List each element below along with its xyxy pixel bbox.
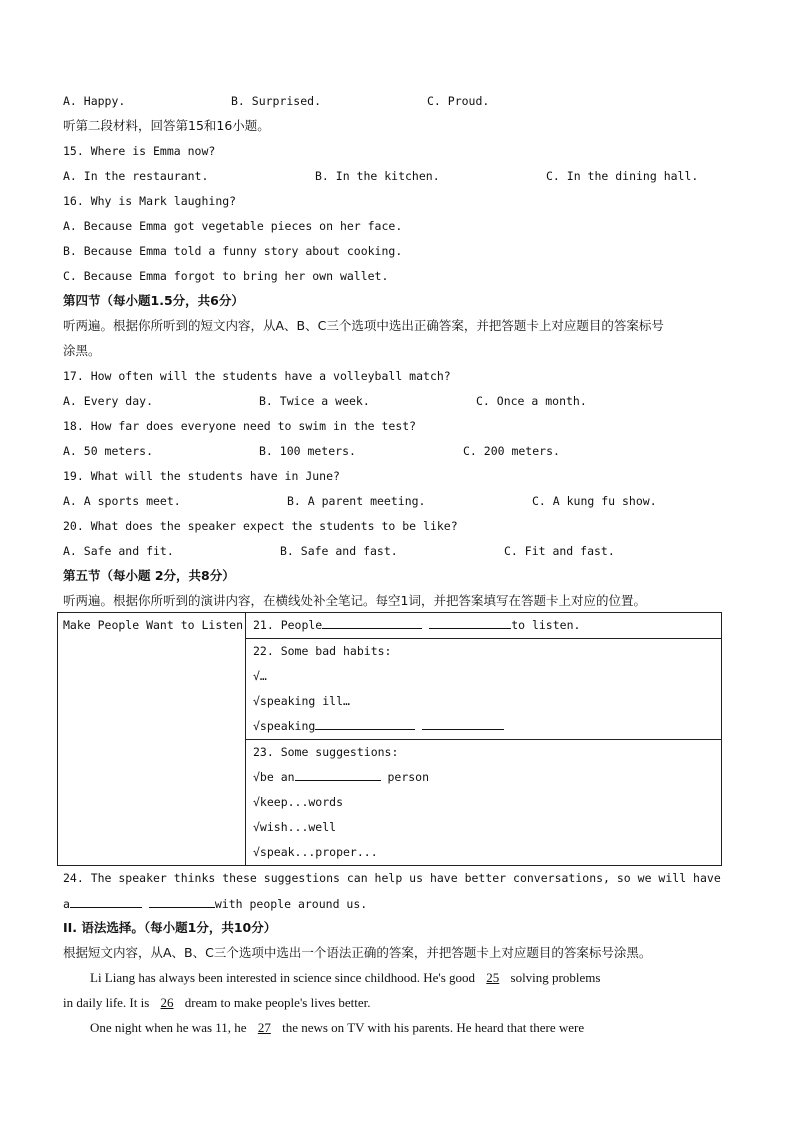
passage-text: the news on TV with his parents. He heard that there were (282, 1020, 585, 1035)
notes-title: Make People Want to Listen (63, 618, 244, 632)
passage-text: solving problems (510, 970, 601, 985)
q22-label: 22. Some bad habits: (253, 644, 392, 658)
q20-option-b: B. Safe and fast. (280, 544, 398, 558)
q22-item-1: √… (253, 669, 267, 683)
q14-option-a: A. Happy. (63, 94, 126, 108)
q20-question: 20. What does the speaker expect the students to be like? (63, 519, 458, 533)
q23-item-3: √wish...well (253, 820, 337, 834)
blank-25[interactable]: 25 (486, 970, 500, 985)
grammar-heading: II. 语法选择。（每小题1分，共10分） (63, 920, 277, 935)
q16-question: 16. Why is Mark laughing? (63, 194, 237, 208)
passage-line-1 (90, 970, 600, 986)
passage-text: dream to make people's lives better. (184, 995, 371, 1010)
notes-title-cell (58, 613, 246, 866)
q19-option-c: C. A kung fu show. (532, 494, 657, 508)
q22-item-2: √speaking ill… (253, 694, 350, 708)
section5-heading: 第五节（每小题 2分，共8分） (63, 568, 235, 583)
q19-question: 19. What will the students have in June? (63, 469, 340, 483)
q21-prefix: 21. People (253, 618, 323, 632)
q24-blank-1[interactable] (70, 895, 142, 908)
q23-item-1-prefix: √be an (253, 770, 295, 784)
q16-option-b: B. Because Emma told a funny story about cooking. (63, 244, 403, 258)
q15-option-c: C. In the dining hall. (546, 169, 699, 183)
passage-text: Li Liang has always been interested in science since childhood. He's good (90, 970, 476, 985)
q21-cell (246, 613, 722, 639)
q18-option-b: B. 100 meters. (259, 444, 356, 458)
grammar-instruction: 根据短文内容，从A、B、C三个选项中选出一个语法正确的答案，并把答题卡上对应题目的答案标号涂黑。 (63, 945, 652, 960)
q22-item-3: √speaking (253, 719, 316, 733)
q22-blank-2[interactable] (422, 717, 504, 730)
q23-label: 23. Some suggestions: (253, 745, 399, 759)
section4-instruction-line2: 涂黑。 (63, 343, 101, 358)
q20-option-a: A. Safe and fit. (63, 544, 174, 558)
q17-option-a: A. Every day. (63, 394, 154, 408)
passage-text: in daily life. It is (63, 995, 150, 1010)
section5-instruction: 听两遍。根据你所听到的演讲内容，在横线处补全笔记。每空1词，并把答案填写在答题卡上对应的位置。 (63, 593, 646, 608)
q24-suffix: with people around us. (214, 897, 368, 911)
q15-option-a: A. In the restaurant. (63, 169, 209, 183)
q16-option-c: C. Because Emma forgot to bring her own wallet. (63, 269, 389, 283)
notes-table (57, 612, 722, 866)
q14-option-c: C. Proud. (427, 94, 490, 108)
q17-option-b: B. Twice a week. (259, 394, 370, 408)
section4-instruction-line1: 听两遍。根据你所听到的短文内容，从A、B、C三个选项中选出正确答案，并把答题卡上对应题目的答案标号 (63, 318, 664, 333)
q21-blank-1[interactable] (322, 616, 422, 629)
q20-option-c: C. Fit and fast. (504, 544, 615, 558)
q19-option-a: A. A sports meet. (63, 494, 181, 508)
q18-option-c: C. 200 meters. (463, 444, 560, 458)
passage-line-3 (90, 1020, 584, 1036)
q23-item-4: √speak...proper... (253, 845, 378, 859)
q16-option-a: A. Because Emma got vegetable pieces on her face. (63, 219, 403, 233)
q14-option-b: B. Surprised. (231, 94, 322, 108)
q19-option-b: B. A parent meeting. (287, 494, 426, 508)
q18-question: 18. How far does everyone need to swim in the test? (63, 419, 417, 433)
q18-option-a: A. 50 meters. (63, 444, 154, 458)
section4-heading: 第四节（每小题1.5分，共6分） (63, 293, 244, 308)
passage-text: One night when he was 11, he (90, 1020, 247, 1035)
q24-line1: 24. The speaker thinks these suggestions can help us have better conversations, so we will have (63, 871, 721, 885)
q17-question: 17. How often will the students have a volleyball match? (63, 369, 451, 383)
q21-suffix: to listen. (511, 618, 581, 632)
q23-cell (246, 740, 722, 866)
q15-option-b: B. In the kitchen. (315, 169, 440, 183)
blank-27[interactable]: 27 (257, 1020, 271, 1035)
q23-item-2: √keep...words (253, 795, 344, 809)
q24-prefix: a (63, 897, 70, 911)
q21-blank-2[interactable] (429, 616, 511, 629)
q23-blank[interactable] (295, 768, 381, 781)
q23-item-1-suffix: person (387, 770, 430, 784)
q24-blank-2[interactable] (149, 895, 215, 908)
blank-26[interactable]: 26 (160, 995, 174, 1010)
part2-intro: 听第二段材料，回答第15和16小题。 (63, 118, 270, 133)
q22-blank-1[interactable] (315, 717, 415, 730)
q22-cell (246, 639, 722, 740)
q15-question: 15. Where is Emma now? (63, 144, 216, 158)
q17-option-c: C. Once a month. (476, 394, 587, 408)
passage-line-2 (63, 995, 371, 1011)
